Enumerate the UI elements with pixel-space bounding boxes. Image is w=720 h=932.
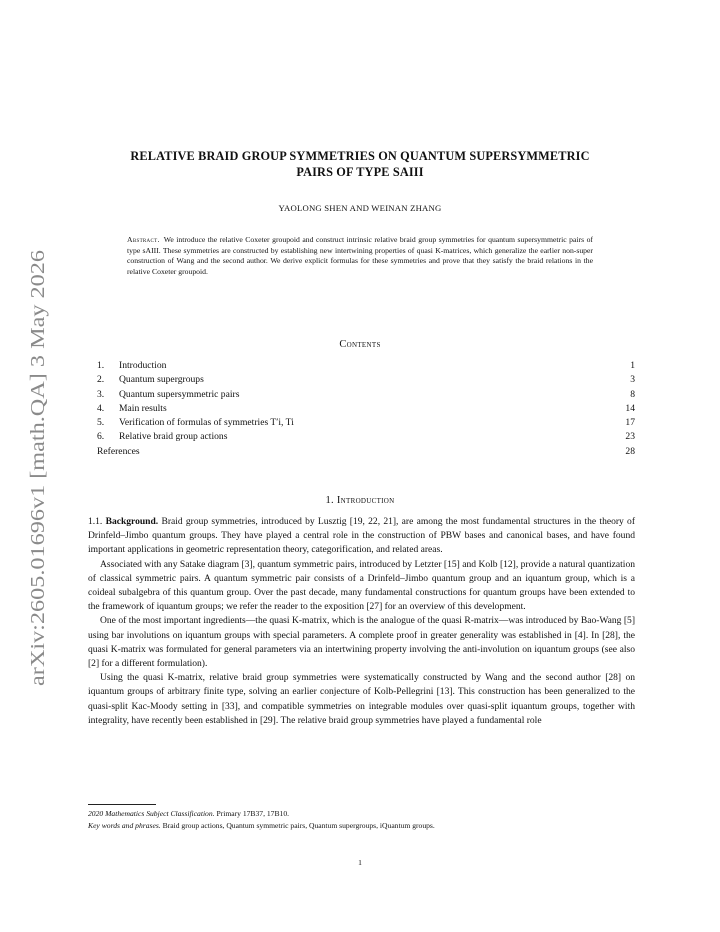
paper-title-line-1: RELATIVE BRAID GROUP SYMMETRIES ON QUANTUM SUPERSYMMETRIC xyxy=(130,149,590,163)
table-of-contents xyxy=(97,359,635,459)
paper-title-line-2: PAIRS OF TYPE SAIII xyxy=(296,165,424,179)
arxiv-identifier-stamp xyxy=(18,250,52,690)
toc-entry-page: 1 xyxy=(630,360,635,371)
toc-entry[interactable] xyxy=(97,373,635,387)
paragraph-background xyxy=(88,515,635,558)
toc-entry-title: Quantum supergroups xyxy=(119,374,204,386)
footnote-msc-text: Primary 17B37, 17B10. xyxy=(216,809,290,818)
toc-entry-title: References xyxy=(97,445,140,457)
footnote-keywords-text: Braid group actions, Quantum symmetric pairs, Quantum supergroups, iQuantum groups. xyxy=(162,821,435,830)
subsection-number: 1.1. xyxy=(88,516,103,527)
toc-entry-number: 3. xyxy=(97,388,105,400)
toc-entry[interactable] xyxy=(97,359,635,373)
paragraph-text: Using the quasi K-matrix, relative braid group symmetries were systematically constructed by Wang and the second author [28] on iquantum groups of arbitrary finite type, solving an earlier conjecture of Kolb-Pellegrini [13]. This construction has been generalized to the quasi-split Kac-Moody setting in [33], and compatible symmetries on integrable modules over quasi-split iquantum groups, together with integrality, have recently been established in [29]. The relative braid group symmetries have played a fundamental role xyxy=(88,672,635,726)
toc-entry-number: 2. xyxy=(97,374,105,386)
introduction-body xyxy=(88,515,635,728)
toc-entry-title: Verification of formulas of symmetries T′i, Ti xyxy=(119,417,294,429)
toc-entry-page: 17 xyxy=(625,417,635,429)
toc-entry[interactable] xyxy=(97,430,635,444)
toc-heading: Contents xyxy=(339,339,381,350)
arxiv-stamp-svg xyxy=(18,250,52,690)
page-number: 1 xyxy=(358,858,362,867)
paragraph-text: One of the most important ingredients—the quasi K-matrix, which is the analogue of the quasi R-matrix—was introduced by Bao-Wang [5] using bar involutions on iquantum groups with special parameters. A complete proof in greater generality was established in [4]. In [28], the quasi K-matrix was formulated for general parameters via an intertwining property involving the anti-involution on iquantum groups (see also [2] for a different formulation). xyxy=(88,615,635,670)
paper-authors: YAOLONG SHEN AND WEINAN ZHANG xyxy=(278,203,442,213)
footnote-rule xyxy=(88,804,156,805)
toc-entry-page: 28 xyxy=(625,445,635,457)
section-heading-introduction: 1. Introduction xyxy=(325,495,395,506)
subsection-title: Background. xyxy=(105,516,159,527)
toc-entry-title: Introduction xyxy=(119,360,167,371)
toc-entry-title: Main results xyxy=(119,402,167,414)
toc-entry-references[interactable] xyxy=(97,445,635,459)
paragraph-text: Braid group symmetries, introduced by Lusztig [19, 22, 21], are among the most fundamental structures in the theory of Drinfeld–Jimbo quantum groups. They have played a central role in the construction of PBW bases and canonical bases, and have found important applications in geometric representation theory, categorification, and related areas. xyxy=(88,516,635,556)
abstract-text: We introduce the relative Coxeter groupoid and construct intrinsic relative braid group symmetries for quantum supersymmetric pairs of type sAIII. These symmetries are constructed by establishing new intertwining properties of quasi K-matrices, which generalize the earlier non-super construction of Wang and the second author. We derive explicit formulas for these symmetries and prove that they satisfy the braid relations in the relative Coxeter groupoid. xyxy=(127,235,593,277)
toc-entry-page: 8 xyxy=(630,388,635,400)
toc-entry-number: 6. xyxy=(97,431,105,443)
abstract xyxy=(127,235,593,278)
toc-entry-number: 1. xyxy=(97,360,105,371)
footnote-msc-label: 2020 Mathematics Subject Classification. xyxy=(88,809,215,818)
footnote-msc xyxy=(88,808,635,820)
toc-entry-page: 23 xyxy=(625,431,635,443)
toc-entry-page: 3 xyxy=(630,374,635,386)
toc-entry-title: Relative braid group actions xyxy=(119,431,228,443)
toc-entry-title: Quantum supersymmetric pairs xyxy=(119,388,240,400)
footnotes xyxy=(88,808,635,832)
footnote-keywords xyxy=(88,820,635,832)
footnote-keywords-label: Key words and phrases. xyxy=(88,821,161,830)
paragraph-text: Associated with any Satake diagram [3], quantum symmetric pairs, introduced by Letzter [15] and Kolb [12], provide a natural quantization of classical symmetric pairs. A quantum symmetric pair consists of a Drinfeld–Jimbo quantum group and an iquantum group, which is a coideal subalgebra of this quantum group. Over the past decade, many fundamental constructions for quantum groups have been extended to the framework of iquantum groups; we refer the reader to the exposition [27] for an overview of this development. xyxy=(88,558,635,613)
abstract-label: Abstract. xyxy=(127,235,160,244)
toc-entry-page: 14 xyxy=(625,402,635,414)
toc-entry-number: 5. xyxy=(97,417,105,429)
toc-entry[interactable] xyxy=(97,416,635,430)
toc-entry-number: 4. xyxy=(97,402,105,414)
toc-entry[interactable] xyxy=(97,388,635,402)
paper-title xyxy=(88,148,632,180)
toc-entry[interactable] xyxy=(97,402,635,416)
arxiv-stamp-text: arXiv:2605.01696v1 [math.QA] 3 May 2026 xyxy=(27,326,49,686)
